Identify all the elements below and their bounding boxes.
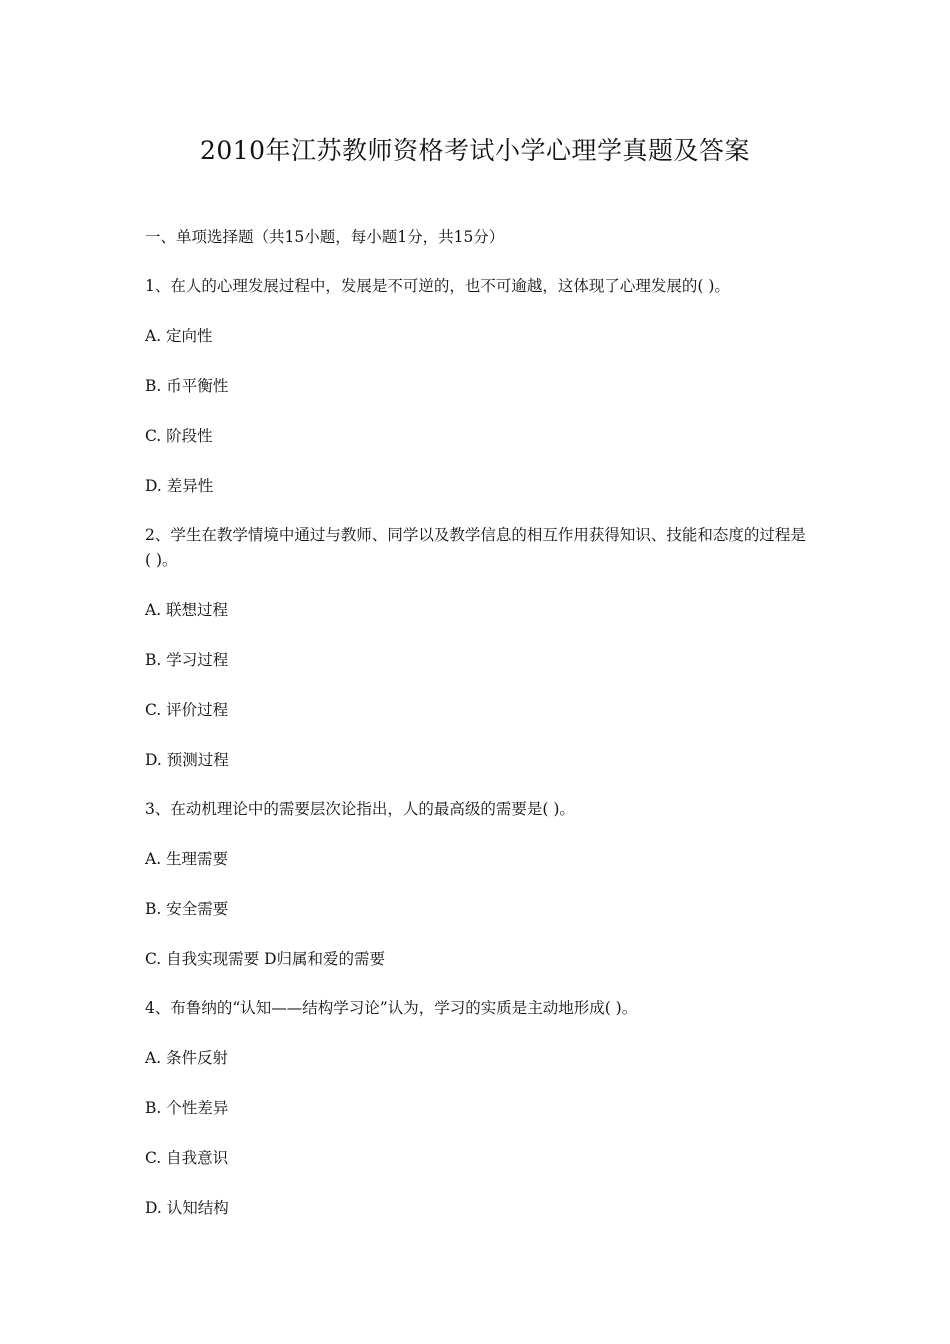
- question-3-option-c-d: C. 自我实现需要 D归属和爱的需要: [145, 950, 386, 968]
- question-2-stem: 2、学生在教学情境中通过与教师、同学以及教学信息的相互作用获得知识、技能和态度的过程是( )。: [145, 526, 806, 569]
- question-1-stem: 1、在人的心理发展过程中，发展是不可逆的，也不可逾越，这体现了心理发展的( )。: [145, 277, 730, 295]
- question-1-option-b: B. 币平衡性: [145, 377, 229, 395]
- question-1-option-c: C. 阶段性: [145, 427, 213, 445]
- question-3-option-a: A. 生理需要: [145, 850, 229, 868]
- question-4-option-c: C. 自我意识: [145, 1149, 229, 1167]
- question-1-option-a: A. 定向性: [145, 327, 213, 345]
- question-2-option-c: C. 评价过程: [145, 701, 229, 719]
- question-2-option-d: D. 预测过程: [145, 751, 229, 769]
- question-4-option-a: A. 条件反射: [145, 1049, 229, 1067]
- question-4-option-d: D. 认知结构: [145, 1199, 229, 1217]
- question-3-option-b: B. 安全需要: [145, 900, 229, 918]
- question-4-stem: 4、布鲁纳的“认知——结构学习论”认为，学习的实质是主动地形成( )。: [145, 999, 638, 1017]
- document-title: 2010年江苏教师资格考试小学心理学真题及答案: [199, 136, 751, 165]
- question-1-option-d: D. 差异性: [145, 477, 214, 495]
- question-2-option-a: A. 联想过程: [145, 601, 229, 619]
- section-heading: 一、单项选择题（共15小题，每小题1分，共15分）: [145, 228, 505, 246]
- question-4-option-b: B. 个性差异: [145, 1099, 229, 1117]
- question-3-stem: 3、在动机理论中的需要层次论指出，人的最高级的需要是( )。: [145, 800, 575, 818]
- question-2-option-b: B. 学习过程: [145, 651, 229, 669]
